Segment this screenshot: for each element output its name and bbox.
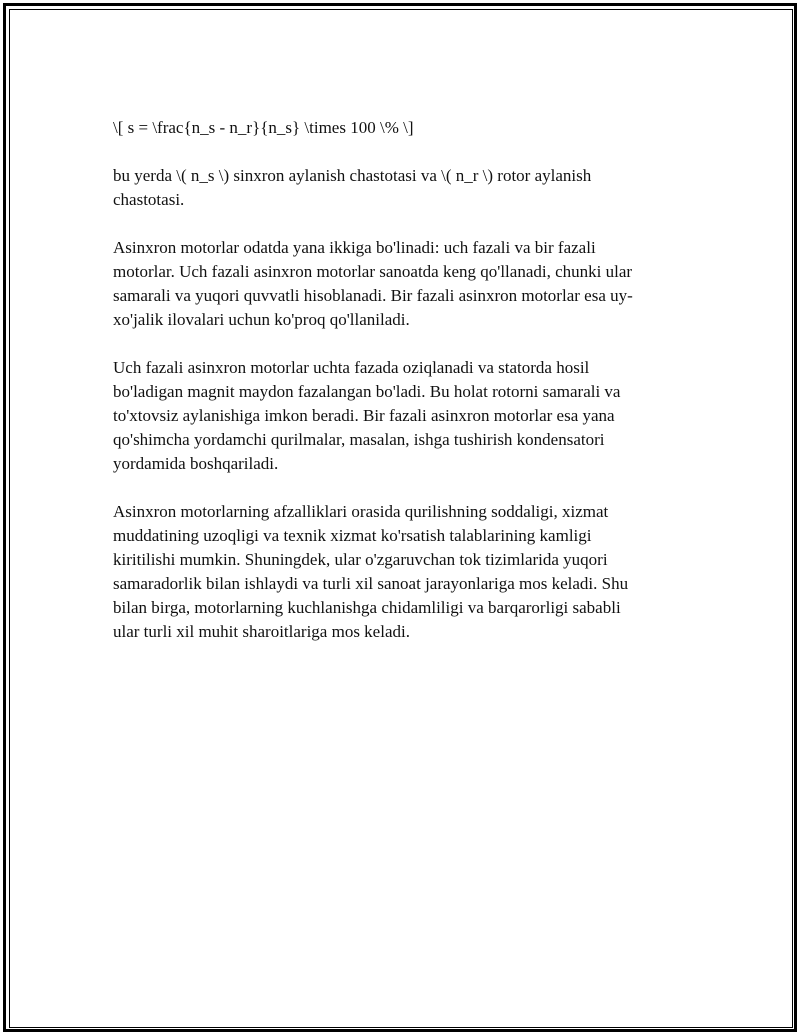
advantages-paragraph: Asinxron motorlarning afzalliklari orasida qurilishning soddaligi, xizmat muddatining uzoqligi va texnik xizmat ko'rsatish talablarining kamligi kiritilishi mumkin. Shuningdek, ular o'zgaruvchan tok tizimlarida yuqori samaradorlik bilan ishlaydi va turli xil sanoat jarayonlariga mos keladi. Shu bilan birga, motorlarning kuchlanishga chidamliligi va barqarorligi sababli ular turli xil muhit sharoitlariga mos keladi. [113,502,629,641]
formula-paragraph: \[ s = \frac{n_s - n_r}{n_s} \times 100 \% \] [113,118,414,137]
document-body [113,116,688,668]
three-phase-paragraph: Uch fazali asinxron motorlar uchta fazada oziqlanadi va statorda hosil bo'ladigan magnit maydon fazalangan bo'ladi. Bu holat rotorni samarali va to'xtovsiz aylanishiga imkon beradi. Bir fazali asinxron motorlar esa yana qo'shimcha yordamchi qurilmalar, masalan, ishga tushirish kondensatori yordamida boshqariladi. [113,358,621,473]
motor-types-paragraph: Asinxron motorlar odatda yana ikkiga bo'linadi: uch fazali va bir fazali motorlar. Uch fazali asinxron motorlar sanoatda keng qo'llanadi, chunki ular samarali va yuqori quvvatli hisoblanadi. Bir fazali asinxron motorlar esa uy- xo'jalik ilovalari uchun ko'proq qo'llaniladi. [113,238,633,329]
formula-explanation-paragraph: bu yerda \( n_s \) sinxron aylanish chastotasi va \( n_r \) rotor aylanish chastotasi. [113,166,592,209]
